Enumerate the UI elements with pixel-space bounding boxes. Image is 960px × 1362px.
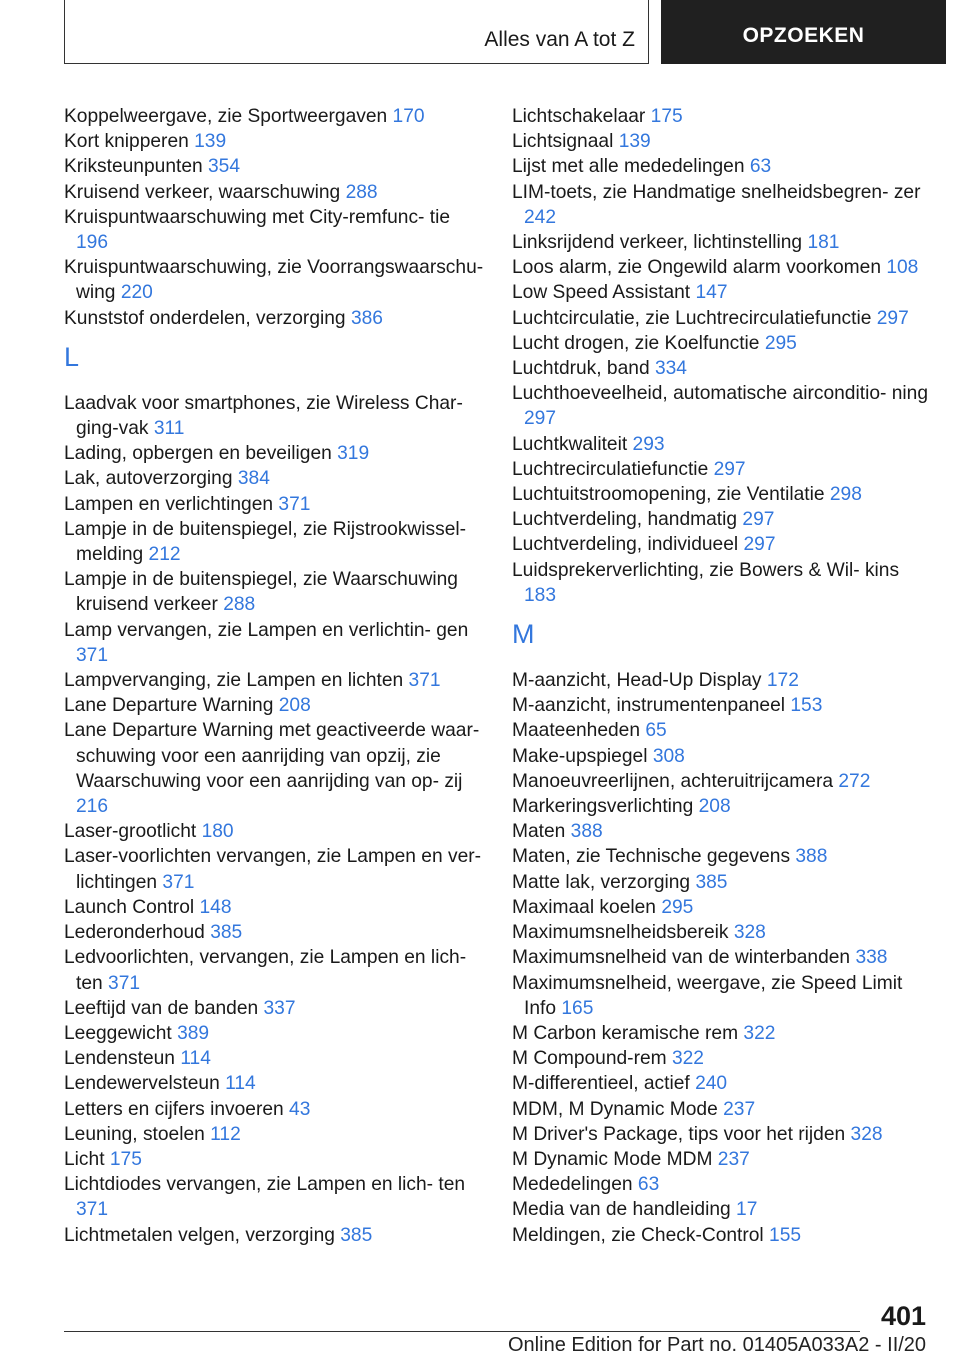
index-term: Luchtrecirculatiefunctie — [512, 458, 709, 480]
page-reference-link[interactable]: 139 — [618, 131, 651, 153]
page-reference-link[interactable]: 240 — [695, 1073, 728, 1095]
page-number: 401 — [880, 1301, 926, 1331]
page-reference-link[interactable]: 165 — [561, 997, 594, 1019]
page-reference-link[interactable]: 147 — [695, 282, 728, 304]
index-entry — [64, 1223, 484, 1248]
page-reference-link[interactable]: 43 — [289, 1098, 311, 1120]
index-entry — [512, 870, 932, 895]
index-term: MDM, M Dynamic Mode — [512, 1098, 718, 1120]
index-term: Linksrijdend verkeer, lichtinstelling — [512, 232, 803, 254]
index-entry — [64, 1097, 484, 1122]
page-reference-link[interactable]: 371 — [408, 670, 441, 692]
index-term: Lampje in de buitenspiegel, zie Waarschuwing kruisend verkeer — [64, 569, 458, 616]
index-entry — [64, 895, 484, 920]
letter-heading: L — [64, 341, 80, 372]
page-reference-link[interactable]: 216 — [76, 796, 109, 818]
index-entry — [512, 331, 932, 356]
index-entry — [512, 1147, 932, 1172]
index-entry — [512, 1021, 932, 1046]
index-entry — [64, 1071, 484, 1096]
index-term: Luchthoeveelheid, automatische airconditio- ning — [512, 383, 928, 405]
index-entry — [512, 1046, 932, 1071]
page-reference-link[interactable]: 17 — [736, 1199, 758, 1221]
page-reference-link[interactable]: 293 — [632, 433, 665, 455]
index-column-right — [512, 104, 932, 1248]
page-reference-link[interactable]: 180 — [201, 821, 234, 843]
index-entry — [64, 1046, 484, 1071]
index-entry — [64, 668, 484, 693]
index-term: Kort knipperen — [64, 131, 189, 153]
page-reference-link[interactable]: 371 — [162, 871, 195, 893]
index-term: Kunststof onderdelen, verzorging — [64, 307, 346, 329]
index-entry — [512, 1122, 932, 1147]
index-term: Koppelweergave, zie Sportweergaven — [64, 106, 388, 127]
page-reference-link[interactable]: 308 — [652, 745, 685, 767]
index-term: Lichtschakelaar — [512, 106, 646, 127]
index-term: M-aanzicht, Head-Up Display — [512, 670, 762, 692]
index-term: Kruispuntwaarschuwing met City-remfunc- tie — [64, 206, 451, 228]
index-term: M-differentieel, actief — [512, 1073, 690, 1095]
page-reference-link[interactable]: 295 — [661, 896, 694, 918]
page-reference-link[interactable]: 386 — [350, 307, 383, 329]
page-reference-link[interactable]: 371 — [76, 644, 109, 666]
page-reference-link[interactable]: 297 — [742, 509, 775, 531]
index-entry — [512, 1071, 932, 1096]
index-term: Maximaal koelen — [512, 896, 656, 918]
index-entry — [64, 1021, 484, 1046]
section-title: Alles van A tot Z — [484, 28, 635, 51]
page-reference-link[interactable]: 172 — [766, 670, 799, 692]
index-entry — [64, 391, 484, 441]
index-term: Lichtsignaal — [512, 131, 614, 153]
index-term: Luchtverdeling, handmatig — [512, 509, 738, 531]
page-reference-link[interactable]: 319 — [337, 443, 370, 465]
page-reference-link[interactable]: 63 — [749, 156, 772, 178]
index-entry — [512, 794, 932, 819]
index-entry — [512, 668, 932, 693]
page-reference-link[interactable]: 322 — [671, 1048, 704, 1070]
index-term: Markeringsverlichting — [512, 796, 694, 818]
index-entry — [64, 1122, 484, 1147]
index-entry — [512, 154, 932, 179]
index-term: Lendewervelsteun — [64, 1073, 220, 1095]
page-reference-link[interactable]: 196 — [76, 232, 109, 254]
page-reference-link[interactable]: 295 — [764, 332, 797, 354]
index-term: Make-upspiegel — [512, 745, 648, 767]
index-entry — [64, 104, 484, 129]
page-reference-link[interactable]: 175 — [109, 1148, 142, 1170]
index-term: Laadvak voor smartphones, zie Wireless Char- ging-vak — [64, 392, 463, 440]
index-term: Kruisend verkeer, waarschuwing — [64, 181, 341, 203]
page-reference-link[interactable]: 385 — [340, 1224, 373, 1246]
index-term: Lichtmetalen velgen, verzorging — [64, 1224, 335, 1246]
page-reference-link[interactable]: 298 — [829, 484, 862, 506]
index-term: Luchtverdeling, individueel — [512, 534, 739, 556]
index-term: Lamp vervangen, zie Lampen en verlichtin- gen — [64, 619, 469, 641]
index-entry — [512, 971, 932, 1021]
index-term: Lederonderhoud — [64, 922, 205, 944]
index-term: Luchtkwaliteit — [512, 433, 628, 455]
page-reference-link[interactable]: 208 — [698, 796, 731, 818]
index-term: Low Speed Assistant — [512, 282, 691, 304]
index-entry — [512, 819, 932, 844]
page-reference-link[interactable]: 338 — [855, 947, 888, 969]
page-reference-link[interactable]: 139 — [194, 131, 227, 153]
index-entry — [512, 920, 932, 945]
page-reference-link[interactable]: 337 — [263, 997, 296, 1019]
index-term: Luchtdruk, band — [512, 358, 650, 380]
index-term: Leuning, stoelen — [64, 1123, 205, 1145]
index-term: Ledvoorlichten, vervangen, zie Lampen en lich- ten — [64, 947, 467, 994]
index-entry — [64, 1172, 484, 1222]
index-term: LIM-toets, zie Handmatige snelheidsbegren- zer — [512, 181, 921, 203]
index-entry — [64, 129, 484, 154]
page-reference-link[interactable]: 328 — [733, 922, 766, 944]
index-term: Lijst met alle mededelingen — [512, 156, 745, 178]
index-term: M-aanzicht, instrumentenpaneel — [512, 695, 786, 717]
index-entry — [512, 1223, 932, 1248]
index-term: Leeftijd van de banden — [64, 997, 259, 1019]
page-reference-link[interactable]: 108 — [886, 257, 919, 279]
index-entry — [512, 744, 932, 769]
index-term: Luidsprekerverlichting, zie Bowers & Wil- kins — [512, 559, 900, 581]
page-reference-link[interactable]: 63 — [637, 1174, 660, 1196]
index-term: Meldingen, zie Check-Control — [512, 1224, 764, 1246]
index-term: Lampen en verlichtingen — [64, 493, 274, 515]
page-reference-link[interactable]: 112 — [210, 1123, 241, 1145]
index-term: Kriksteunpunten — [64, 156, 203, 178]
index-term: M Driver's Package, tips voor het rijden — [512, 1123, 846, 1145]
index-entry — [512, 507, 932, 532]
index-entry — [64, 205, 484, 255]
index-entry — [512, 1197, 932, 1222]
page-reference-link[interactable]: 371 — [278, 493, 311, 515]
index-entry — [64, 255, 484, 305]
page-reference-link[interactable]: 175 — [650, 106, 683, 127]
index-term: Lampje in de buitenspiegel, zie Rijstrookwissel- melding — [64, 518, 467, 566]
opzoeken-tab[interactable]: OPZOEKEN — [661, 0, 946, 64]
index-term: Luchtcirculatie, zie Luchtrecirculatiefunctie — [512, 307, 872, 329]
page-reference-link[interactable]: 155 — [769, 1224, 802, 1246]
index-entry — [64, 819, 484, 844]
index-entry — [512, 255, 932, 280]
index-entry — [512, 558, 932, 608]
index-entry — [512, 306, 932, 331]
index-term: Luchtuitstroomopening, zie Ventilatie — [512, 484, 825, 506]
page-reference-link[interactable]: 297 — [524, 408, 557, 430]
page-reference-link[interactable]: 388 — [795, 846, 828, 868]
page-reference-link[interactable]: 237 — [723, 1098, 756, 1120]
index-entry — [64, 492, 484, 517]
index-term: Maximumsnelheidsbereik — [512, 922, 729, 944]
index-entry — [64, 996, 484, 1021]
index-term: Lampvervanging, zie Lampen en lichten — [64, 670, 404, 692]
index-entry — [64, 1147, 484, 1172]
index-term: M Dynamic Mode MDM — [512, 1148, 713, 1170]
page-reference-link[interactable]: 65 — [645, 720, 667, 742]
index-term: Laser-voorlichten vervangen, zie Lampen en ver- lichtingen — [64, 846, 482, 893]
index-term: Maximumsnelheid van de winterbanden — [512, 947, 851, 969]
page-reference-link[interactable]: 170 — [392, 106, 425, 127]
index-term: Lane Departure Warning met geactiveerde waar- schuwing voor een aanrijding van opzij, zie Waarschuwing voor een aanrijding van op- zij — [64, 720, 480, 792]
index-term: M Carbon keramische rem — [512, 1022, 739, 1044]
page-reference-link[interactable]: 181 — [807, 232, 840, 254]
index-term: Laser-grootlicht — [64, 821, 197, 843]
index-entry — [512, 769, 932, 794]
page-reference-link[interactable]: 371 — [76, 1199, 109, 1221]
footer-divider — [64, 1331, 860, 1332]
page-reference-link[interactable]: 297 — [713, 458, 746, 480]
page-reference-link[interactable]: 385 — [695, 871, 728, 893]
letter-heading: M — [512, 619, 535, 650]
index-entry — [512, 457, 932, 482]
index-term: Media van de handleiding — [512, 1199, 731, 1221]
index-entry — [512, 693, 932, 718]
index-entry — [64, 718, 484, 819]
index-entry — [64, 154, 484, 179]
index-term: Lucht drogen, zie Koelfunctie — [512, 332, 760, 354]
index-entry — [64, 567, 484, 617]
index-entry — [512, 356, 932, 381]
index-term: Maten — [512, 821, 566, 843]
index-entry — [512, 844, 932, 869]
index-entry — [64, 844, 484, 894]
index-entry — [512, 1172, 932, 1197]
index-entry — [512, 482, 932, 507]
index-entry — [512, 1097, 932, 1122]
page-reference-link[interactable]: 385 — [210, 922, 243, 944]
index-term: Kruispuntwaarschuwing, zie Voorrangswaarschu- wing — [64, 257, 484, 304]
page-reference-link[interactable]: 237 — [717, 1148, 750, 1170]
index-term: Launch Control — [64, 896, 195, 918]
page-reference-link[interactable]: 153 — [790, 695, 823, 717]
page-reference-link[interactable]: 242 — [524, 206, 557, 228]
index-term: M Compound-rem — [512, 1048, 667, 1070]
index-term: Maximumsnelheid, weergave, zie Speed Limit Info — [512, 972, 903, 1019]
index-term: Mededelingen — [512, 1174, 633, 1196]
index-entry — [512, 230, 932, 255]
page-reference-link[interactable]: 328 — [850, 1123, 883, 1145]
page-reference-link[interactable]: 220 — [120, 282, 153, 304]
page-reference-link[interactable]: 354 — [208, 156, 241, 178]
index-term: Maten, zie Technische gegevens — [512, 846, 791, 868]
index-entry — [64, 618, 484, 668]
page-reference-link[interactable]: 288 — [345, 181, 378, 203]
index-entry — [512, 718, 932, 743]
index-entry — [64, 441, 484, 466]
index-column-left — [64, 104, 484, 1248]
page-reference-link[interactable]: 272 — [838, 770, 871, 792]
page-reference-link[interactable]: 389 — [177, 1022, 210, 1044]
page-reference-link[interactable]: 114 — [180, 1048, 211, 1070]
index-entry — [512, 432, 932, 457]
index-entry — [512, 945, 932, 970]
index-entry — [64, 466, 484, 491]
index-entry — [512, 180, 932, 230]
page-reference-link[interactable]: 322 — [743, 1022, 776, 1044]
index-entry — [64, 306, 484, 331]
page-reference-link[interactable]: 297 — [743, 534, 776, 556]
index-term: Maateenheden — [512, 720, 641, 742]
page-reference-link[interactable]: 288 — [223, 594, 256, 616]
index-entry — [512, 895, 932, 920]
page-reference-link[interactable]: 388 — [570, 821, 603, 843]
index-entry — [64, 920, 484, 945]
index-term: Leeggewicht — [64, 1022, 172, 1044]
page-reference-link[interactable]: 212 — [148, 544, 181, 566]
index-term: Letters en cijfers invoeren — [64, 1098, 284, 1120]
index-entry — [512, 104, 932, 129]
index-term: Lane Departure Warning — [64, 695, 274, 717]
page-reference-link[interactable]: 208 — [278, 695, 311, 717]
page-reference-link[interactable]: 334 — [654, 358, 687, 380]
page-reference-link[interactable]: 297 — [876, 307, 909, 329]
page-reference-link[interactable]: 183 — [524, 584, 557, 606]
index-entry — [64, 945, 484, 995]
index-entry — [512, 532, 932, 557]
index-term: Matte lak, verzorging — [512, 871, 691, 893]
index-entry — [64, 180, 484, 205]
page-reference-link[interactable]: 371 — [108, 972, 141, 994]
index-entry — [64, 693, 484, 718]
index-term: Lichtdiodes vervangen, zie Lampen en lich- ten — [64, 1174, 466, 1196]
index-entry — [512, 280, 932, 305]
index-term: Lading, opbergen en beveiligen — [64, 443, 332, 465]
index-term: Loos alarm, zie Ongewild alarm voorkomen — [512, 257, 881, 279]
index-entry — [64, 517, 484, 567]
index-entry — [512, 381, 932, 431]
footer-edition: Online Edition for Part no. 01405A033A2 - II/20 — [508, 1334, 927, 1356]
index-entry — [512, 129, 932, 154]
index-term: Manoeuvreerlijnen, achteruitrijcamera — [512, 770, 834, 792]
page-reference-link[interactable]: 114 — [225, 1073, 256, 1095]
page-reference-link[interactable]: 384 — [237, 468, 270, 490]
index-term: Lendensteun — [64, 1048, 175, 1070]
index-term: Lak, autoverzorging — [64, 468, 233, 490]
page-reference-link[interactable]: 148 — [199, 896, 232, 918]
index-term: Licht — [64, 1148, 105, 1170]
page-reference-link[interactable]: 311 — [153, 418, 185, 440]
